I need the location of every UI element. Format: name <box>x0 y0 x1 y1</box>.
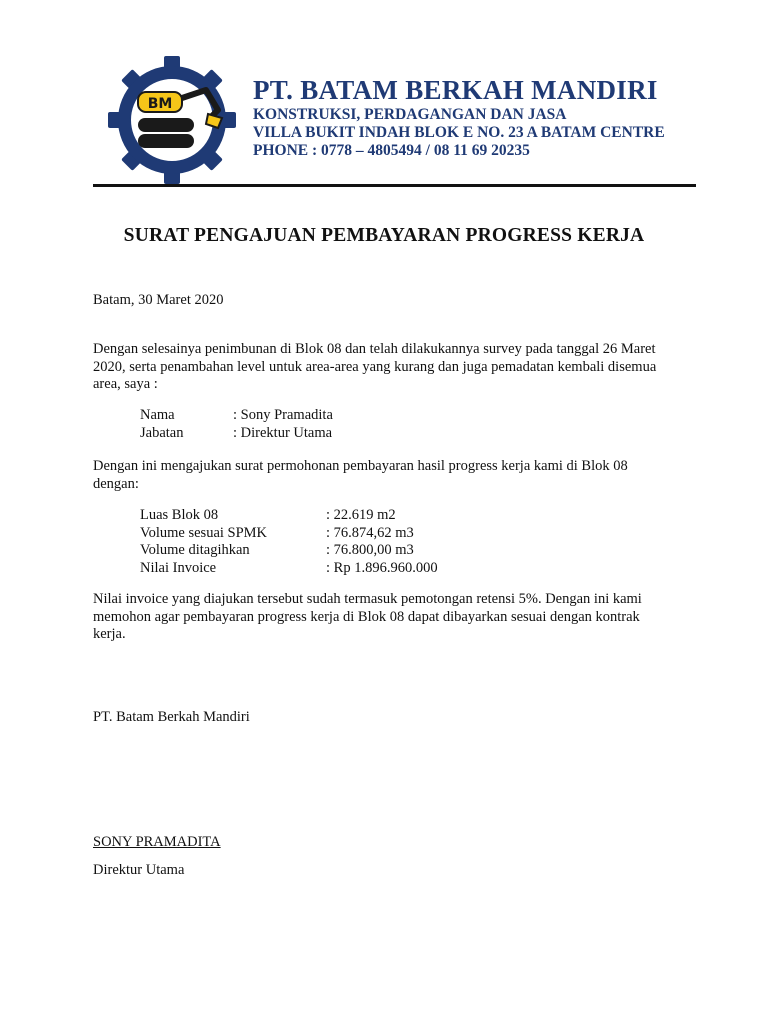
intro-paragraph: Dengan selesainya penimbunan di Blok 08 dan telah dilakukannya survey pada tanggal 26 Maret 2020, serta penambahan level untuk area-area yang kurang dan juga pemadatan kembali disemua area, saya : <box>93 341 657 392</box>
company-logo <box>106 56 244 184</box>
sender-company: PT. Batam Berkah Mandiri <box>93 709 250 725</box>
company-name: PT. BATAM BERKAH MANDIRI <box>253 75 658 105</box>
identity-value: : Direktur Utama <box>233 424 333 441</box>
detail-value: : 22.619 m2 <box>326 507 396 523</box>
request-paragraph: Dengan ini mengajukan surat permohonan pembayaran hasil progress kerja kami di Blok 08 dengan: <box>93 458 628 492</box>
identity-row-position <box>140 425 333 443</box>
detail-value: : 76.874,62 m3 <box>326 524 414 541</box>
company-tagline: KONSTRUKSI, PERDAGANGAN DAN JASA <box>253 106 567 123</box>
svg-text:BM: BM <box>147 96 173 112</box>
detail-row <box>140 507 438 525</box>
identity-label: Jabatan <box>140 424 184 441</box>
company-phone: PHONE : 0778 – 4805494 / 08 11 69 20235 <box>253 142 530 159</box>
detail-row <box>140 560 438 578</box>
identity-row-name <box>140 407 333 425</box>
detail-value: : 76.800,00 m3 <box>326 542 414 558</box>
letterhead-divider <box>93 184 696 187</box>
detail-row <box>140 542 438 560</box>
detail-label: Nilai Invoice <box>140 559 217 576</box>
company-address: VILLA BUKIT INDAH BLOK E NO. 23 A BATAM CENTRE <box>253 124 665 141</box>
details-block <box>140 507 438 577</box>
detail-label: Volume sesuai SPMK <box>140 524 268 541</box>
identity-label: Nama <box>140 407 175 423</box>
signer-title: Direktur Utama <box>93 862 185 878</box>
document-title: SURAT PENGAJUAN PEMBAYARAN PROGRESS KERJA <box>123 225 645 246</box>
detail-value: : Rp 1.896.960.000 <box>326 559 438 576</box>
identity-value: : Sony Pramadita <box>233 407 333 423</box>
closing-paragraph: Nilai invoice yang diajukan tersebut sudah termasuk pemotongan retensi 5%. Dengan ini kami memohon agar pembayaran progress kerja di Blok 08 dapat dibayarkan sesuai dengan kontrak kerja. <box>93 591 642 642</box>
date-line: Batam, 30 Maret 2020 <box>93 292 224 308</box>
detail-row <box>140 525 438 543</box>
detail-label: Volume ditagihkan <box>140 542 250 558</box>
detail-label: Luas Blok 08 <box>140 507 219 523</box>
identity-block <box>140 407 333 442</box>
signer-name: SONY PRAMADITA <box>93 834 221 850</box>
